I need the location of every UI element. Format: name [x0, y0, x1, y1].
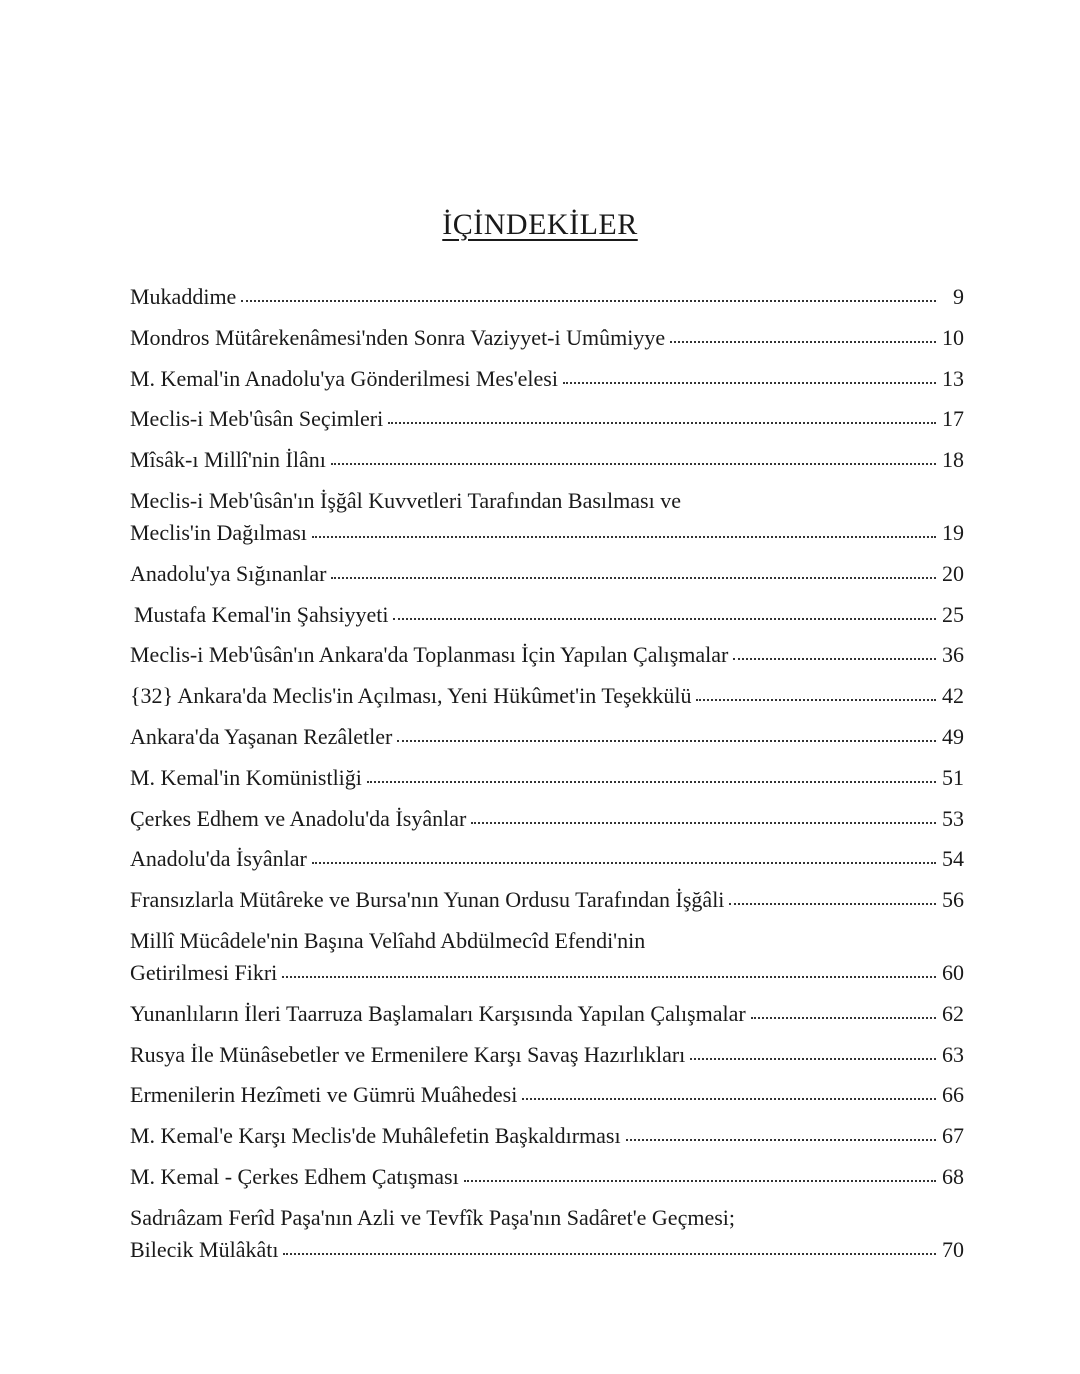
- dot-leader: [733, 657, 936, 660]
- toc-entry-title: Mondros Mütârekenâmesi'nden Sonra Vaziyyet-i Umûmiyye: [130, 324, 666, 350]
- toc-entry-title: Çerkes Edhem ve Anadolu'da İsyânlar: [130, 805, 467, 831]
- toc-entry[interactable]: [130, 998, 964, 1030]
- toc-page-number: 63: [942, 1041, 964, 1067]
- toc-entry-title-line1: Millî Mücâdele'nin Başına Velîahd Abdülmecîd Efendi'nin: [130, 927, 646, 953]
- toc-page-number: 60: [942, 959, 964, 985]
- dot-leader: [563, 381, 936, 384]
- toc-entry-title: Mustafa Kemal'in Şahsiyyeti: [134, 601, 389, 627]
- toc-entry[interactable]: [130, 721, 964, 753]
- dot-leader: [626, 1138, 936, 1141]
- toc-page-number: 13: [942, 365, 964, 391]
- toc-entry-title: {32} Ankara'da Meclis'in Açılması, Yeni Hükûmet'in Teşekkülü: [130, 683, 692, 709]
- toc-page-number: 19: [942, 519, 964, 545]
- toc-page-number: 17: [942, 406, 964, 432]
- dot-leader: [367, 780, 936, 783]
- toc-entry[interactable]: [130, 680, 964, 712]
- toc-entry-title-line1: Meclis-i Meb'ûsân'ın İşğâl Kuvvetleri Tarafından Basılması ve: [130, 487, 681, 513]
- toc-entry[interactable]: [130, 1120, 964, 1152]
- toc-entry[interactable]: [130, 1202, 964, 1266]
- toc-entry[interactable]: [130, 444, 964, 476]
- dot-leader: [751, 1016, 936, 1019]
- toc-entry-title: Mîsâk-ı Millî'nin İlânı: [130, 447, 326, 473]
- dot-leader: [393, 617, 936, 620]
- toc-entry[interactable]: [130, 363, 964, 395]
- toc-page-number: 10: [942, 324, 964, 350]
- toc-page-number: 25: [942, 601, 964, 627]
- toc-entry-title: Meclis-i Meb'ûsân Seçimleri: [130, 406, 384, 432]
- toc-entry-title: Meclis'in Dağılması: [130, 519, 307, 545]
- table-of-contents: [130, 281, 964, 1275]
- dot-leader: [690, 1057, 936, 1060]
- toc-entry[interactable]: [130, 884, 964, 916]
- toc-entry-title-line1: Sadrıâzam Ferîd Paşa'nın Azli ve Tevfîk Paşa'nın Sadâret'e Geçmesi;: [130, 1204, 735, 1230]
- toc-page-number: 53: [942, 805, 964, 831]
- toc-entry-title: Mukaddime: [130, 284, 237, 309]
- toc-entry[interactable]: [130, 762, 964, 794]
- toc-entry-title: Getirilmesi Fikri: [130, 959, 278, 985]
- toc-entry[interactable]: [130, 803, 964, 835]
- toc-entry-title: M. Kemal'in Komünistliği: [130, 764, 362, 790]
- toc-entry-title: Ankara'da Yaşanan Rezâletler: [130, 723, 393, 749]
- toc-page-number: 49: [942, 723, 964, 749]
- dot-leader: [696, 698, 936, 701]
- toc-entry[interactable]: [130, 403, 964, 435]
- dot-leader: [388, 421, 936, 424]
- toc-entry-title: Rusya İle Münâsebetler ve Ermenilere Karşı Savaş Hazırlıkları: [130, 1041, 686, 1067]
- toc-page-number: 20: [942, 560, 964, 586]
- toc-page-number: 54: [942, 846, 964, 872]
- toc-entry[interactable]: [130, 485, 964, 549]
- toc-page-number: 68: [942, 1163, 964, 1189]
- toc-entry-title: Bilecik Mülâkâtı: [130, 1236, 279, 1262]
- toc-entry[interactable]: [130, 1039, 964, 1071]
- toc-entry-title: Anadolu'ya Sığınanlar: [130, 560, 327, 586]
- dot-leader: [670, 340, 936, 343]
- dot-leader: [312, 535, 936, 538]
- toc-entry[interactable]: [130, 558, 964, 590]
- page-title: İÇİNDEKİLER: [442, 208, 638, 241]
- toc-entry[interactable]: [130, 843, 964, 875]
- toc-entry[interactable]: [130, 925, 964, 989]
- dot-leader: [312, 861, 936, 864]
- toc-page-number: 67: [942, 1123, 964, 1149]
- toc-page-number: 9: [953, 284, 964, 309]
- toc-page-number: 36: [942, 642, 964, 668]
- dot-leader: [464, 1179, 936, 1182]
- dot-leader: [471, 821, 936, 824]
- toc-entry[interactable]: [130, 599, 964, 631]
- toc-page-number: 70: [942, 1236, 964, 1262]
- toc-entry-title: M. Kemal'e Karşı Meclis'de Muhâlefetin Başkaldırması: [130, 1123, 621, 1149]
- toc-entry-title: Anadolu'da İsyânlar: [130, 846, 307, 872]
- toc-entry-title: M. Kemal - Çerkes Edhem Çatışması: [130, 1163, 459, 1189]
- dot-leader: [331, 576, 936, 579]
- dot-leader: [283, 1252, 936, 1255]
- toc-entry-title: M. Kemal'in Anadolu'ya Gönderilmesi Mes'elesi: [130, 365, 558, 391]
- toc-page-number: 66: [942, 1082, 964, 1108]
- toc-entry[interactable]: [130, 1161, 964, 1193]
- dot-leader: [282, 975, 936, 978]
- toc-page-number: 42: [942, 683, 964, 709]
- dot-leader: [241, 299, 936, 302]
- toc-entry-title: Ermenilerin Hezîmeti ve Gümrü Muâhedesi: [130, 1082, 518, 1108]
- toc-page-number: 18: [942, 447, 964, 473]
- toc-entry[interactable]: [130, 322, 964, 354]
- toc-page-number: 51: [942, 764, 964, 790]
- toc-entry[interactable]: [130, 281, 964, 313]
- toc-entry-title: Yunanlıların İleri Taarruza Başlamaları Karşısında Yapılan Çalışmalar: [130, 1000, 746, 1026]
- toc-entry[interactable]: [130, 1079, 964, 1111]
- toc-page-number: 56: [942, 887, 964, 913]
- toc-entry[interactable]: [130, 639, 964, 671]
- dot-leader: [397, 739, 936, 742]
- toc-entry-title: Fransızlarla Mütâreke ve Bursa'nın Yunan Ordusu Tarafından İşğâli: [130, 887, 725, 913]
- dot-leader: [331, 462, 936, 465]
- toc-page-number: 62: [942, 1000, 964, 1026]
- dot-leader: [729, 902, 936, 905]
- toc-entry-title: Meclis-i Meb'ûsân'ın Ankara'da Toplanması İçin Yapılan Çalışmalar: [130, 642, 729, 668]
- dot-leader: [522, 1097, 936, 1100]
